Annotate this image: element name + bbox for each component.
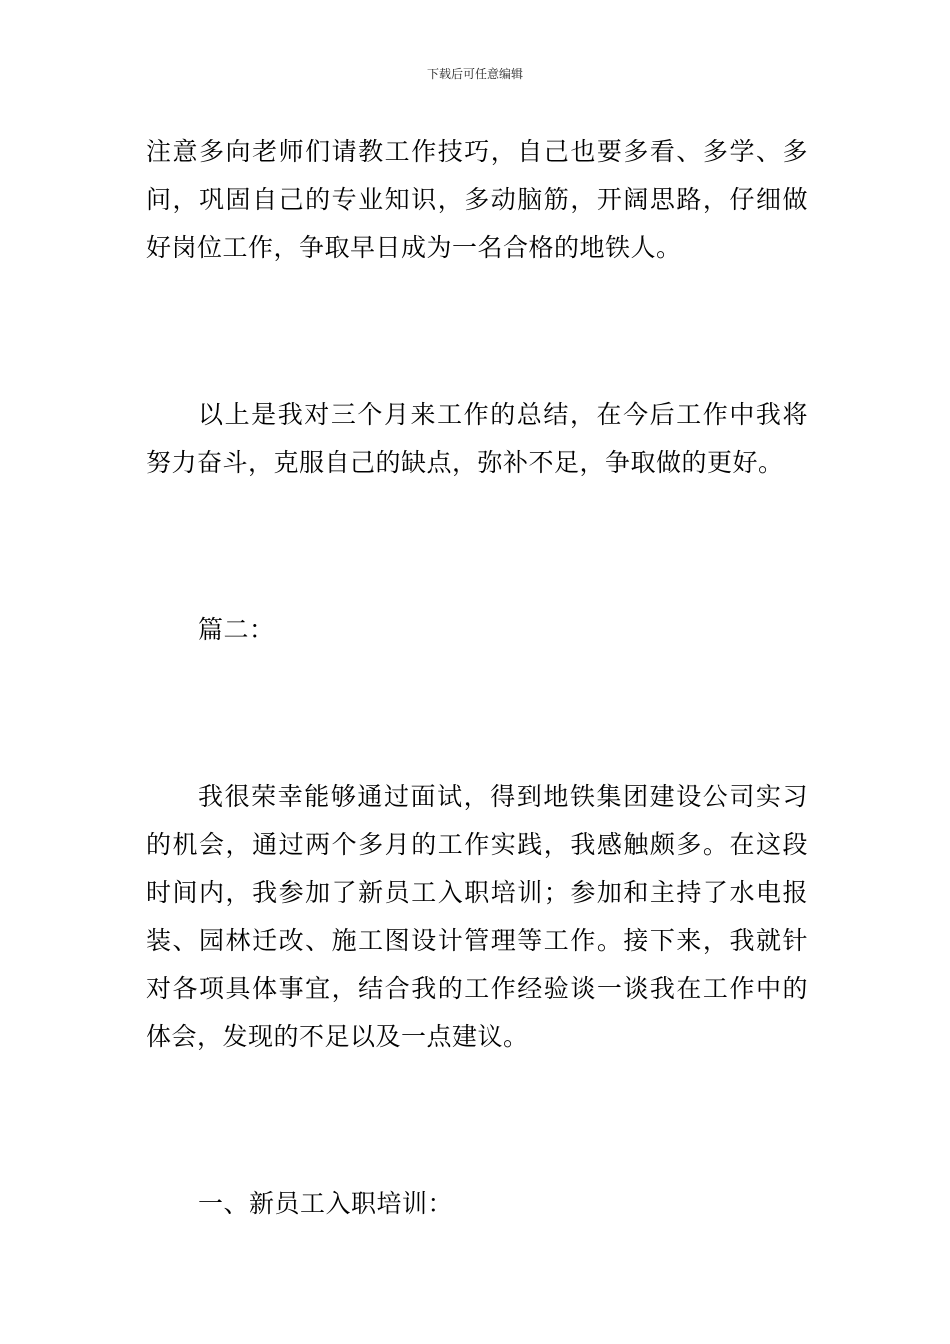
- paragraph-continued: 注意多向老师们请教工作技巧，自己也要多看、多学、多问，巩固自己的专业知识，多动脑筋，开阔思路，仔细做好岗位工作，争取早日成为一名合格的地铁人。: [146, 137, 808, 262]
- subsection-heading: 一、新员工入职培训：: [198, 1189, 454, 1218]
- document-body: [146, 128, 808, 1228]
- section-heading: 篇二：: [198, 615, 275, 644]
- paragraph-spacer: [146, 272, 808, 391]
- paragraph-spacer: [146, 487, 808, 606]
- paragraph-spacer: [146, 654, 808, 773]
- paragraph-summary: 以上是我对三个月来工作的总结，在今后工作中我将努力奋斗，克服自己的缺点，弥补不足，争取做的更好。: [146, 400, 808, 477]
- page-header: 下载后可任意编辑: [426, 67, 523, 81]
- paragraph-intro: 我很荣幸能够通过面试，得到地铁集团建设公司实习的机会，通过两个多月的工作实践，我感触颇多。在这段时间内，我参加了新员工入职培训；参加和主持了水电报装、园林迁改、施工图设计管理等工作。接下来，我就针对各项具体事宜，结合我的工作经验谈一谈我在工作中的体会，发现的不足以及一点建议。: [146, 782, 808, 1051]
- paragraph-spacer: [146, 1061, 808, 1180]
